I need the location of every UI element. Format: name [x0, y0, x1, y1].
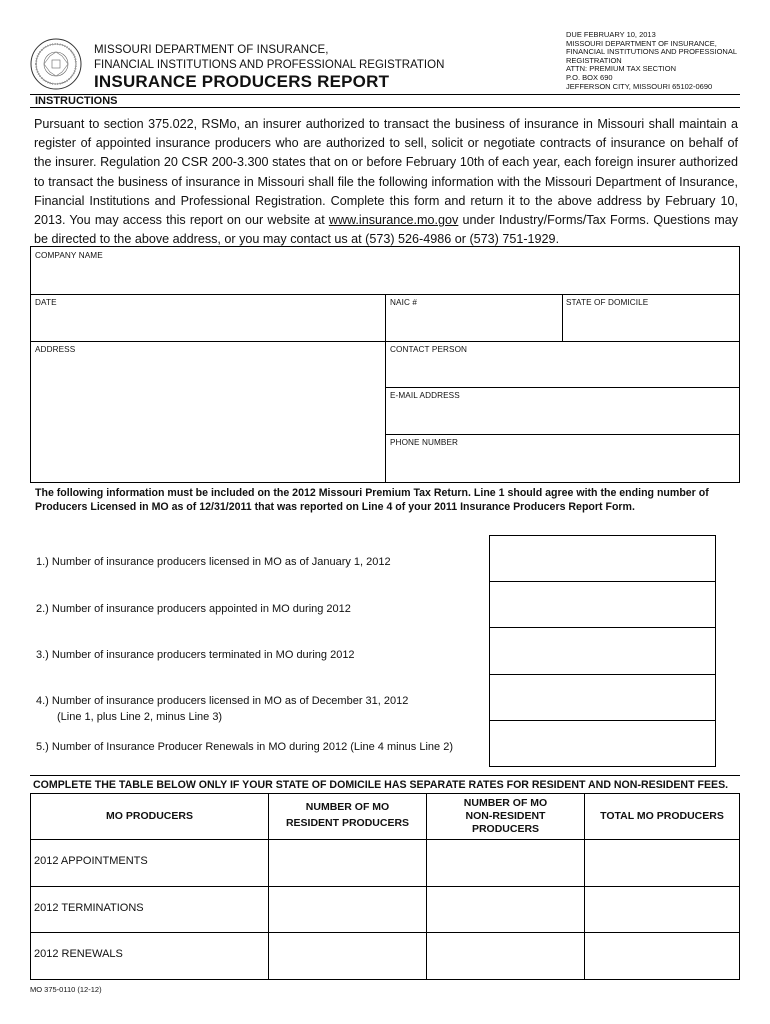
mailing-line: DUE FEBRUARY 10, 2013 [566, 30, 656, 39]
instructions-text [34, 115, 738, 249]
line-5-label: 5.) Number of Insurance Producer Renewals in MO during 2012 (Line 4 minus Line 2) [36, 741, 453, 753]
mailing-line: FINANCIAL INSTITUTIONS AND PROFESSIONAL [566, 47, 737, 57]
line-1-label: 1.) Number of insurance producers licensed in MO as of January 1, 2012 [36, 556, 391, 568]
state-seal-icon [30, 38, 82, 90]
mailing-address-block [566, 31, 756, 91]
renewals-total-cell[interactable] [585, 933, 739, 979]
row-appointments-label: 2012 APPOINTMENTS [34, 855, 148, 867]
page-title: INSURANCE PRODUCERS REPORT [94, 72, 390, 91]
state-of-domicile-label: STATE OF DOMICILE [566, 298, 649, 307]
line-3-input[interactable] [489, 627, 716, 675]
email-field[interactable] [386, 388, 739, 434]
renewals-resident-cell[interactable] [269, 933, 426, 979]
mailing-line: ATTN: PREMIUM TAX SECTION [566, 64, 677, 74]
date-field[interactable] [31, 295, 385, 341]
producers-table [30, 793, 740, 980]
line-1-input[interactable] [489, 535, 716, 582]
appointments-total-cell[interactable] [585, 840, 739, 886]
table-instruction: COMPLETE THE TABLE BELOW ONLY IF YOUR STATE OF DOMICILE HAS SEPARATE RATES FOR RESIDENT AND NON-RESIDENT FEES. [30, 775, 740, 792]
instructions-heading: INSTRUCTIONS [30, 94, 740, 108]
renewals-nonresident-cell[interactable] [427, 933, 584, 979]
col-nonresident-producers [427, 797, 584, 836]
col-resident-line2: RESIDENT PRODUCERS [285, 817, 410, 829]
contact-person-label: CONTACT PERSON [390, 345, 468, 354]
form-number: MO 375-0110 (12-12) [30, 985, 102, 994]
row-terminations-label: 2012 TERMINATIONS [34, 902, 144, 914]
line-2-label: 2.) Number of insurance producers appointed in MO during 2012 [36, 603, 351, 615]
terminations-resident-cell[interactable] [269, 887, 426, 932]
line-5-input[interactable] [489, 720, 716, 767]
instructions-text-part2: under Industry/Forms/Tax Forms. Questions may be directed to the above address, or you may contact us at (573) 526-4986 or (573) 751-1929. [34, 213, 738, 247]
phone-label: PHONE NUMBER [390, 438, 459, 447]
mailing-line: REGISTRATION [566, 55, 622, 65]
contact-person-field[interactable] [386, 342, 739, 387]
terminations-total-cell[interactable] [585, 887, 739, 932]
appointments-resident-cell[interactable] [269, 840, 426, 886]
address-label: ADDRESS [35, 345, 76, 354]
address-field[interactable] [31, 342, 385, 482]
naic-field[interactable] [386, 295, 562, 341]
col-nonresident-line2: NON-RESIDENT [465, 810, 546, 822]
premium-tax-notice: The following information must be included on the 2012 Missouri Premium Tax Return. Line 1 should agree with the ending number of Producers Licensed in MO as of 12/31/2011 that was reported on Line 4 of your 2011 Insurance Producers Report Form. [35, 487, 709, 513]
mailing-line: MISSOURI DEPARTMENT OF INSURANCE, [566, 38, 717, 48]
row-renewals-label: 2012 RENEWALS [34, 948, 123, 960]
mailing-line: JEFFERSON CITY, MISSOURI 65102-0690 [566, 81, 713, 91]
line-3-label: 3.) Number of insurance producers terminated in MO during 2012 [36, 649, 355, 661]
terminations-nonresident-cell[interactable] [427, 887, 584, 932]
company-name-label: COMPANY NAME [35, 251, 103, 260]
state-of-domicile-field[interactable] [563, 295, 739, 341]
col-nonresident-line1: NUMBER OF MO [463, 797, 548, 809]
col-resident-producers [269, 801, 426, 830]
website-link[interactable]: www.insurance.mo.gov [328, 213, 459, 228]
phone-field[interactable] [386, 435, 739, 482]
instructions-text-part1: Pursuant to section 375.022, RSMo, an insurer authorized to transact the business of insurance in Missouri shall maintain a register of appointed insurance producers who are authorized to sell, solicit or negotiate contracts of insurance on behalf of the insurer. Regulation 20 CSR 200-3.300 states that on or before February 10th of each year, each foreign insurer authorized to transact the business of insurance in Missouri shall file the following information with the Missouri Department of Insurance, Financial Institutions and Professional Registration. Complete this form and return it to the above address by February 10, 2013. You may access this report on our website at [34, 117, 738, 228]
col-total-producers: TOTAL MO PRODUCERS [600, 810, 724, 822]
appointments-nonresident-cell[interactable] [427, 840, 584, 886]
line-2-input[interactable] [489, 581, 716, 628]
department-line-1: MISSOURI DEPARTMENT OF INSURANCE, [94, 44, 329, 56]
company-info-section [30, 246, 740, 482]
email-label: E-MAIL ADDRESS [390, 391, 460, 400]
company-name-field[interactable] [31, 247, 739, 294]
date-label: DATE [35, 298, 57, 307]
col-mo-producers: MO PRODUCERS [106, 810, 193, 822]
mailing-line: P.O. BOX 690 [566, 72, 613, 82]
line-4-sublabel: (Line 1, plus Line 2, minus Line 3) [57, 711, 223, 723]
line-4-input[interactable] [489, 674, 716, 721]
col-nonresident-line3: PRODUCERS [471, 823, 540, 835]
col-resident-line1: NUMBER OF MO [305, 801, 390, 813]
line-4-label: 4.) Number of insurance producers licensed in MO as of December 31, 2012 [36, 695, 409, 707]
department-line-2: FINANCIAL INSTITUTIONS AND PROFESSIONAL REGISTRATION [94, 59, 445, 71]
naic-label: NAIC # [390, 298, 417, 307]
